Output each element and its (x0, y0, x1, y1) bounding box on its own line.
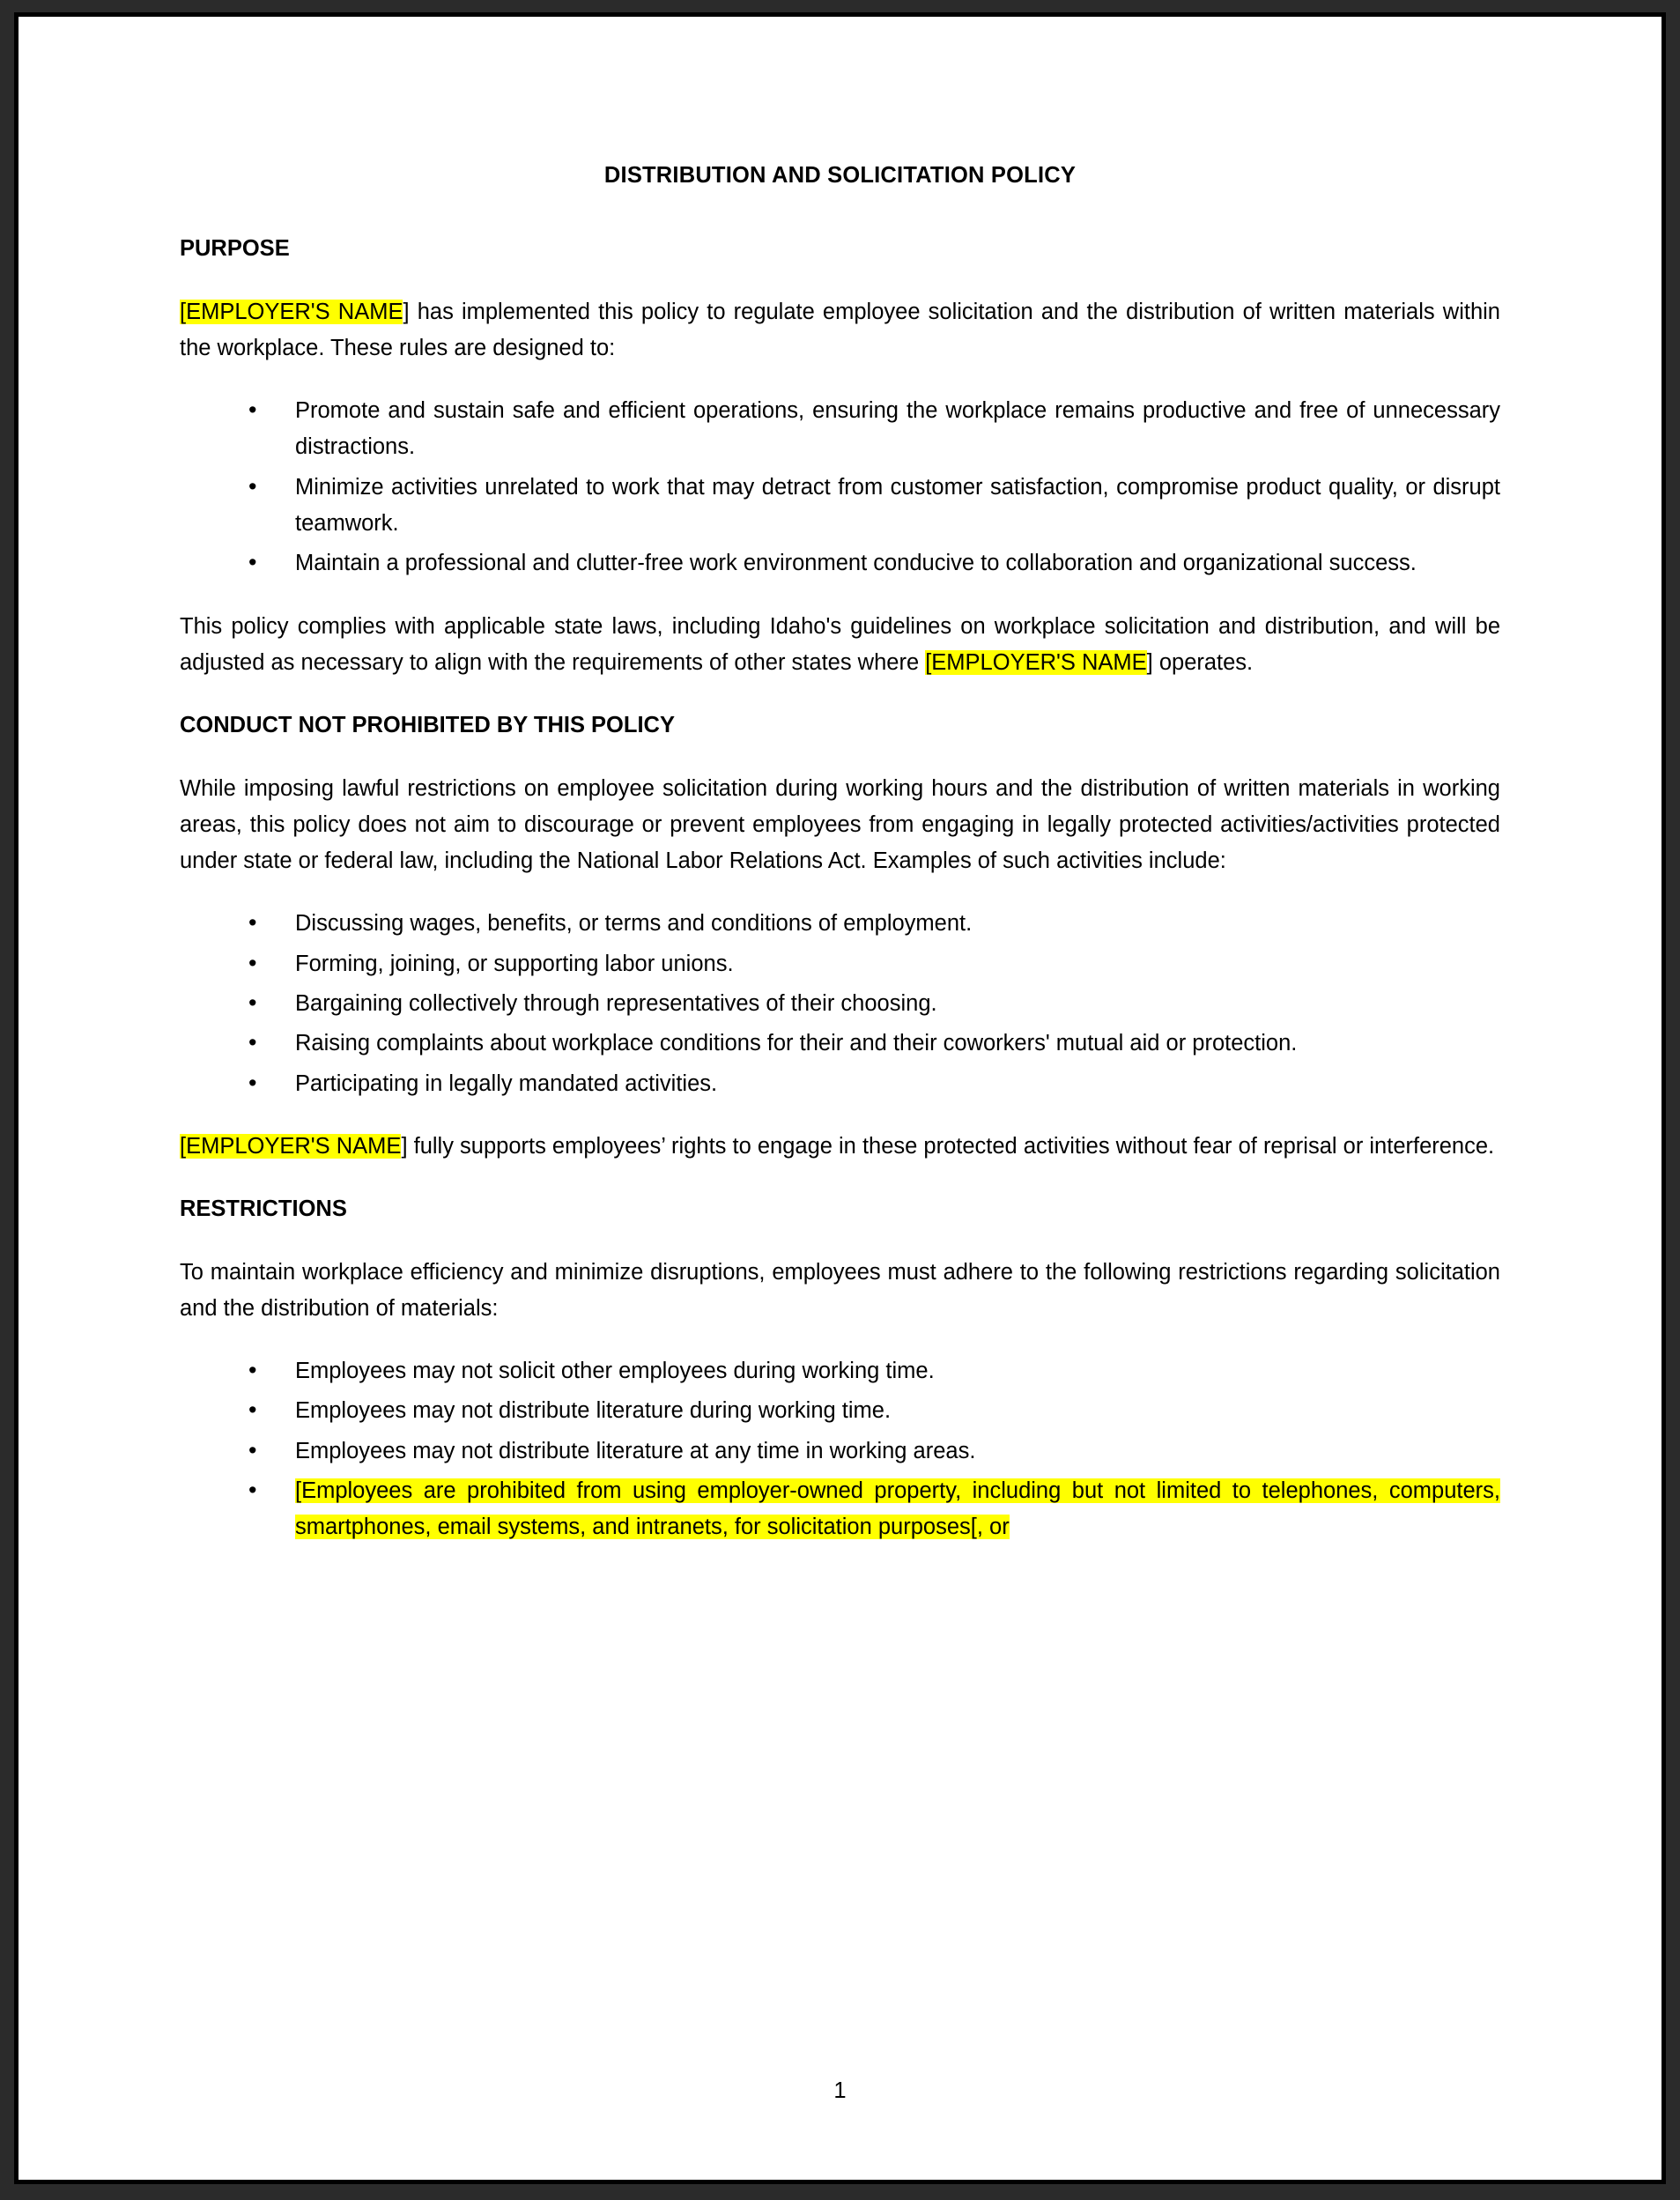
conduct-intro-paragraph: While imposing lawful restrictions on employee solicitation during working hours and the distribution of written materials in working areas, this policy does not aim to discourage or prevent employees from engaging in legally protected activities/activities protected under state or federal law, including the National Labor Relations Act. Examples of such activities include: (180, 775, 1500, 874)
employer-name-placeholder: [EMPLOYER'S NAME (925, 649, 1147, 675)
document-body (180, 158, 1500, 1573)
list-item: • Participating in legally mandated activities. (248, 1066, 1500, 1102)
employer-name-placeholder: [EMPLOYER'S NAME (180, 299, 403, 324)
list-item: • Discussing wages, benefits, or terms and conditions of employment. (248, 906, 1500, 942)
purpose-compliance-paragraph (180, 609, 1500, 682)
page-title: DISTRIBUTION AND SOLICITATION POLICY (603, 163, 1077, 188)
restrictions-intro-paragraph: To maintain workplace efficiency and minimize disruptions, employees must adhere to the following restrictions regarding solicitation and the distribution of materials: (180, 1259, 1500, 1321)
restrictions-bullet-list (180, 1353, 1500, 1545)
section-heading-purpose: PURPOSE (180, 236, 290, 262)
list-item: • Maintain a professional and clutter-free work environment conducive to collaboration and organizational success. (248, 545, 1500, 581)
list-item-highlighted (248, 1473, 1500, 1546)
list-item: • Raising complaints about workplace conditions for their and their coworkers' mutual aid or protection. (248, 1026, 1500, 1062)
page-number: 1 (833, 2078, 847, 2103)
list-item: • Employees may not distribute literature at any time in working areas. (248, 1433, 1500, 1470)
list-item: • Employees may not distribute literature during working time. (248, 1393, 1500, 1429)
list-item: • Minimize activities unrelated to work that may detract from customer satisfaction, compromise product quality, or disrupt teamwork. (248, 470, 1500, 543)
conduct-support-text: ] fully supports employees’ rights to engage in these protected activities without fear of reprisal or interference. (401, 1133, 1495, 1159)
section-heading-restrictions: RESTRICTIONS (180, 1196, 347, 1222)
purpose-intro-paragraph (180, 294, 1500, 367)
list-item: • Employees may not solicit other employees during working time. (248, 1353, 1500, 1389)
purpose-bullet-list (180, 393, 1500, 581)
list-item: • Forming, joining, or supporting labor unions. (248, 946, 1500, 982)
purpose-compliance-text-end: ] operates. (1146, 649, 1254, 675)
conduct-bullet-list (180, 906, 1500, 1101)
list-item: • Promote and sustain safe and efficient operations, ensuring the workplace remains productive and free of unnecessary distractions. (248, 393, 1500, 466)
purpose-compliance-text-start: This policy complies with applicable state laws, including Idaho's guidelines on workplace solicitation and distribution, and will be adjusted as necessary to align with the requirements of other states where (180, 613, 1500, 675)
restrictions-highlighted-text: [Employees are prohibited from using employer-owned property, including but not limited to telephones, computers, smartphones, email systems, and intranets, for solicitation purposes[, or (295, 1478, 1500, 1540)
list-item: • Bargaining collectively through representatives of their choosing. (248, 986, 1500, 1022)
purpose-intro-text: ] has implemented this policy to regulate employee solicitation and the distribution of written materials within the workplace. These rules are designed to: (180, 299, 1500, 360)
conduct-support-paragraph (180, 1129, 1500, 1165)
employer-name-placeholder: [EMPLOYER'S NAME (180, 1133, 402, 1159)
document-page (14, 12, 1666, 2184)
section-heading-conduct-not-prohibited: CONDUCT NOT PROHIBITED BY THIS POLICY (180, 713, 675, 738)
